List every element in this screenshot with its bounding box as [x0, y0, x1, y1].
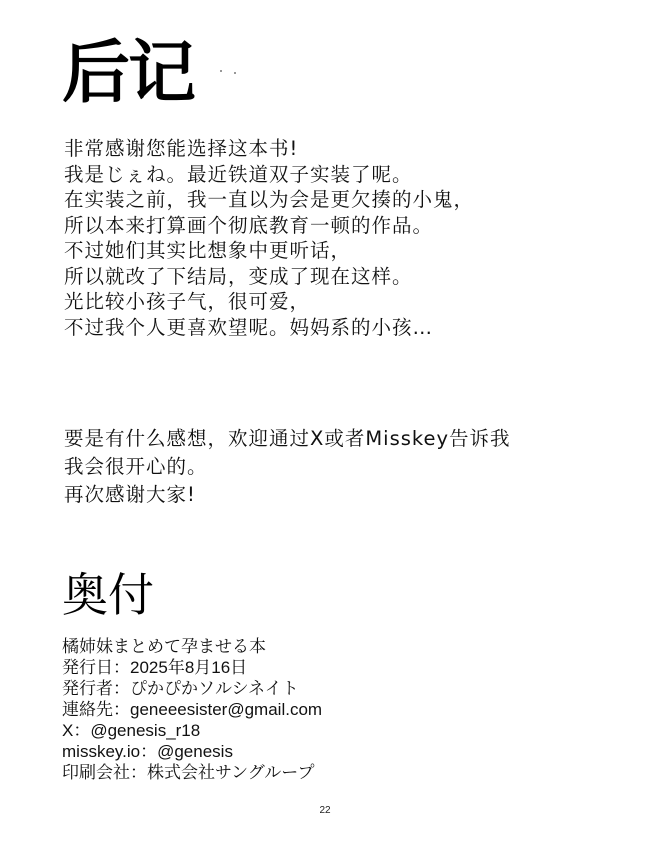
- closing-line: 再次感谢大家!: [64, 483, 196, 506]
- afterword-line: 在实装之前，我一直以为会是更欠揍的小鬼，: [64, 188, 475, 211]
- colophon-book-title: 橘姉妹まとめて孕ませる本: [62, 637, 266, 656]
- colophon-title: 奥付: [62, 568, 154, 622]
- afterword-text: [64, 136, 624, 340]
- colophon-publish-date: 発行日：2025年8月16日: [62, 658, 248, 677]
- afterword-line: 不过她们其实比想象中更听话，: [64, 239, 352, 262]
- afterword-line: 光比较小孩子气，很可爱，: [64, 290, 311, 313]
- colophon-list: [62, 636, 322, 783]
- speck-mark: [234, 72, 236, 74]
- afterword-line: 不过我个人更喜欢望呢。妈妈系的小孩…: [64, 315, 434, 339]
- closing-line: 我会很开心的。: [64, 455, 208, 478]
- afterword-title: 后记: [62, 34, 195, 113]
- afterword-line: 非常感谢您能选择这本书!: [64, 137, 299, 160]
- afterword-line: 所以就改了下结局，变成了现在这样。: [64, 264, 413, 288]
- speck-mark: [220, 70, 222, 72]
- closing-line: 要是有什么感想，欢迎通过X或者Misskey告诉我: [64, 427, 511, 450]
- page-number: 22: [319, 805, 331, 816]
- colophon-misskey-account: misskey.io：@genesis: [62, 742, 233, 761]
- colophon-printer: 印刷会社：株式会社サングループ: [62, 763, 315, 782]
- closing-text: [64, 425, 634, 509]
- afterword-line: 所以本来打算画个彻底教育一顿的作品。: [64, 213, 434, 237]
- colophon-x-account: X：@genesis_r18: [62, 721, 201, 740]
- afterword-line: 我是じぇね。最近铁道双子实装了呢。: [64, 162, 413, 186]
- colophon-contact-email: 連絡先：geneeesister@gmail.com: [62, 700, 323, 719]
- colophon-publisher: 発行者：ぴかぴかソルシネイト: [62, 679, 299, 698]
